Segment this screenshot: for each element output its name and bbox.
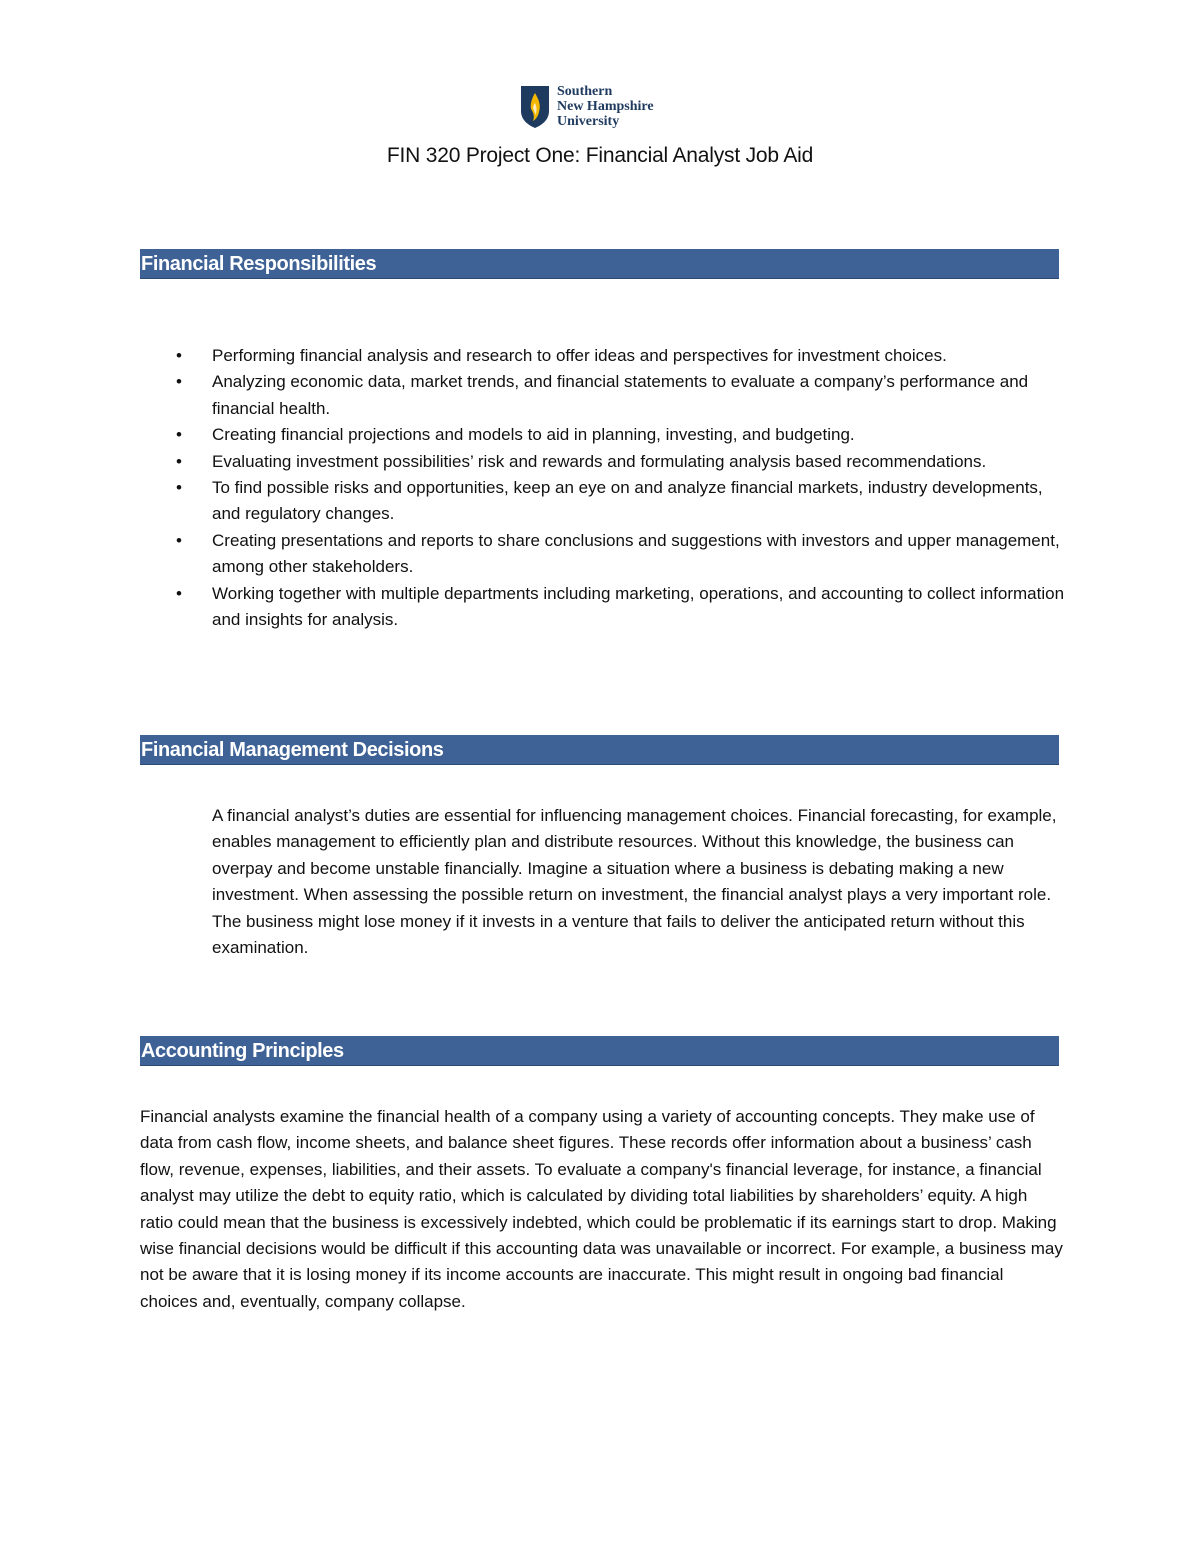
responsibilities-list xyxy=(176,343,1066,633)
page-title: FIN 320 Project One: Financial Analyst Job Aid xyxy=(386,144,814,167)
section-heading: Accounting Principles xyxy=(141,1040,344,1062)
section-header-responsibilities xyxy=(140,249,1059,279)
section-heading: Financial Management Decisions xyxy=(141,739,444,761)
list-item: • Analyzing economic data, market trends, and financial statements to evaluate a company’s performance and financial health. xyxy=(176,369,1066,422)
section-header-accounting xyxy=(140,1036,1059,1066)
logo-line-1: Southern xyxy=(557,84,613,99)
section-header-management xyxy=(140,735,1059,765)
list-item: • Performing financial analysis and research to offer ideas and perspectives for investment choices. xyxy=(176,343,1066,369)
shield-flame-icon xyxy=(520,85,550,129)
list-item: • Creating financial projections and models to aid in planning, investing, and budgeting. xyxy=(176,422,1066,448)
logo-line-2: New Hampshire xyxy=(557,99,654,114)
list-item: • Working together with multiple departments including marketing, operations, and accounting to collect information and insights for analysis. xyxy=(176,581,1066,634)
university-logo xyxy=(520,84,654,129)
accounting-paragraph: Financial analysts examine the financial health of a company using a variety of accounting concepts. They make use of data from cash flow, income sheets, and balance sheet figures. These records offer information about a business’ cash flow, revenue, expenses, liabilities, and their assets. To evaluate a company's financial leverage, for instance, a financial analyst may utilize the debt to equity ratio, which is calculated by dividing total liabilities by shareholders’ equity. A high ratio could mean that the business is excessively indebted, which could be problematic if its earnings start to drop. Making wise financial decisions would be difficult if this accounting data was unavailable or incorrect. For example, a business may not be aware that it is losing money if its income accounts are inaccurate. This might result in ongoing bad financial choices and, eventually, company collapse. xyxy=(140,1107,1063,1311)
section-heading: Financial Responsibilities xyxy=(141,253,377,275)
list-item: • To find possible risks and opportunities, keep an eye on and analyze financial markets, industry developments, and regulatory changes. xyxy=(176,475,1066,528)
logo-wordmark xyxy=(557,84,654,129)
list-item: • Evaluating investment possibilities’ risk and rewards and formulating analysis based recommendations. xyxy=(176,449,1066,475)
management-paragraph: A financial analyst’s duties are essential for influencing management choices. Financial forecasting, for example, enables management to efficiently plan and distribute resources. Without this knowledge, the business can overpay and become unstable financially. Imagine a situation where a business is debating making a new investment. When assessing the possible return on investment, the financial analyst plays a very important role. The business might lose money if it invests in a venture that fails to deliver the anticipated return without this examination. xyxy=(212,806,1057,958)
list-item: • Creating presentations and reports to share conclusions and suggestions with investors and upper management, among other stakeholders. xyxy=(176,528,1066,581)
logo-line-3: University xyxy=(557,114,620,129)
